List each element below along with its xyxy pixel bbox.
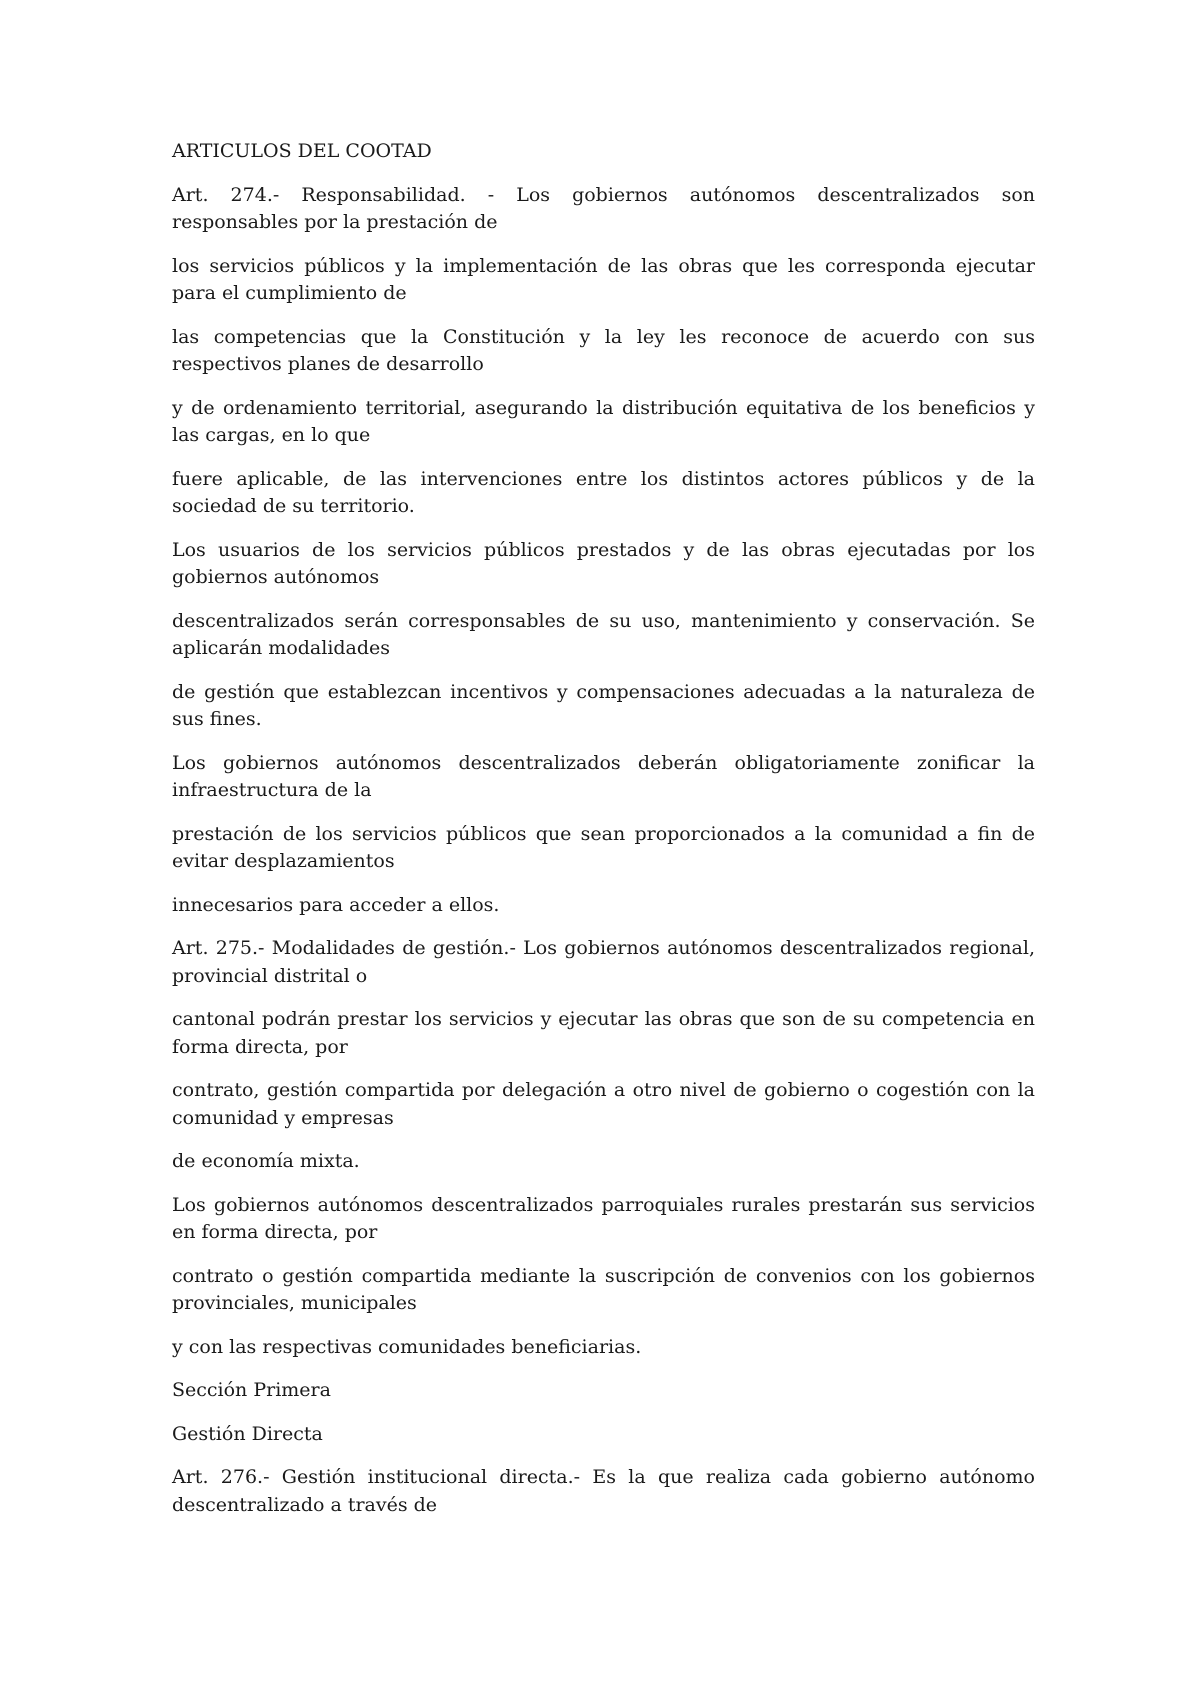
paragraph-5: fuere aplicable, de las intervenciones entre los distintos actores públicos y de la sociedad de su territorio.	[172, 467, 1035, 517]
paragraph-13: cantonal podrán prestar los servicios y ejecutar las obras que son de su competencia en forma directa, por	[172, 1008, 1035, 1058]
subsection-heading: Gestión Directa	[172, 1422, 323, 1445]
paragraph-18: y con las respectivas comunidades beneficiarias.	[172, 1335, 642, 1358]
paragraph-12: Art. 275.- Modalidades de gestión.- Los gobiernos autónomos descentralizados regional, provincial distrital o	[172, 937, 1035, 987]
paragraph-16: Los gobiernos autónomos descentralizados parroquiales rurales prestarán sus servicios en forma directa, por	[172, 1193, 1035, 1243]
document-title: ARTICULOS DEL COOTAD	[172, 140, 432, 162]
paragraph-8: de gestión que establezcan incentivos y compensaciones adecuadas a la naturaleza de sus fines.	[172, 680, 1035, 730]
document-page	[172, 138, 1035, 1535]
paragraph-14: contrato, gestión compartida por delegación a otro nivel de gobierno o cogestión con la comunidad y empresas	[172, 1079, 1035, 1129]
paragraph-17: contrato o gestión compartida mediante la suscripción de convenios con los gobiernos provinciales, municipales	[172, 1264, 1035, 1314]
paragraph-10: prestación de los servicios públicos que sean proporcionados a la comunidad a fin de evitar desplazamientos	[172, 822, 1035, 872]
paragraph-4: y de ordenamiento territorial, asegurando la distribución equitativa de los beneficios y las cargas, en lo que	[172, 396, 1035, 446]
paragraph-3: las competencias que la Constitución y la ley les reconoce de acuerdo con sus respectivos planes de desarrollo	[172, 325, 1035, 375]
paragraph-15: de economía mixta.	[172, 1150, 360, 1172]
paragraph-9: Los gobiernos autónomos descentralizados deberán obligatoriamente zonificar la infraestructura de la	[172, 751, 1035, 801]
paragraph-7: descentralizados serán corresponsables de su uso, mantenimiento y conservación. Se aplicarán modalidades	[172, 609, 1035, 659]
paragraph-1: Art. 274.- Responsabilidad. - Los gobiernos autónomos descentralizados son responsables por la prestación de	[172, 183, 1035, 233]
paragraph-2: los servicios públicos y la implementación de las obras que les corresponda ejecutar para el cumplimiento de	[172, 254, 1035, 304]
section-heading: Sección Primera	[172, 1379, 331, 1401]
paragraph-6: Los usuarios de los servicios públicos prestados y de las obras ejecutadas por los gobiernos autónomos	[172, 538, 1035, 588]
paragraph-21: Art. 276.- Gestión institucional directa.- Es la que realiza cada gobierno autónomo descentralizado a través de	[172, 1466, 1035, 1516]
paragraph-11: innecesarios para acceder a ellos.	[172, 893, 500, 916]
